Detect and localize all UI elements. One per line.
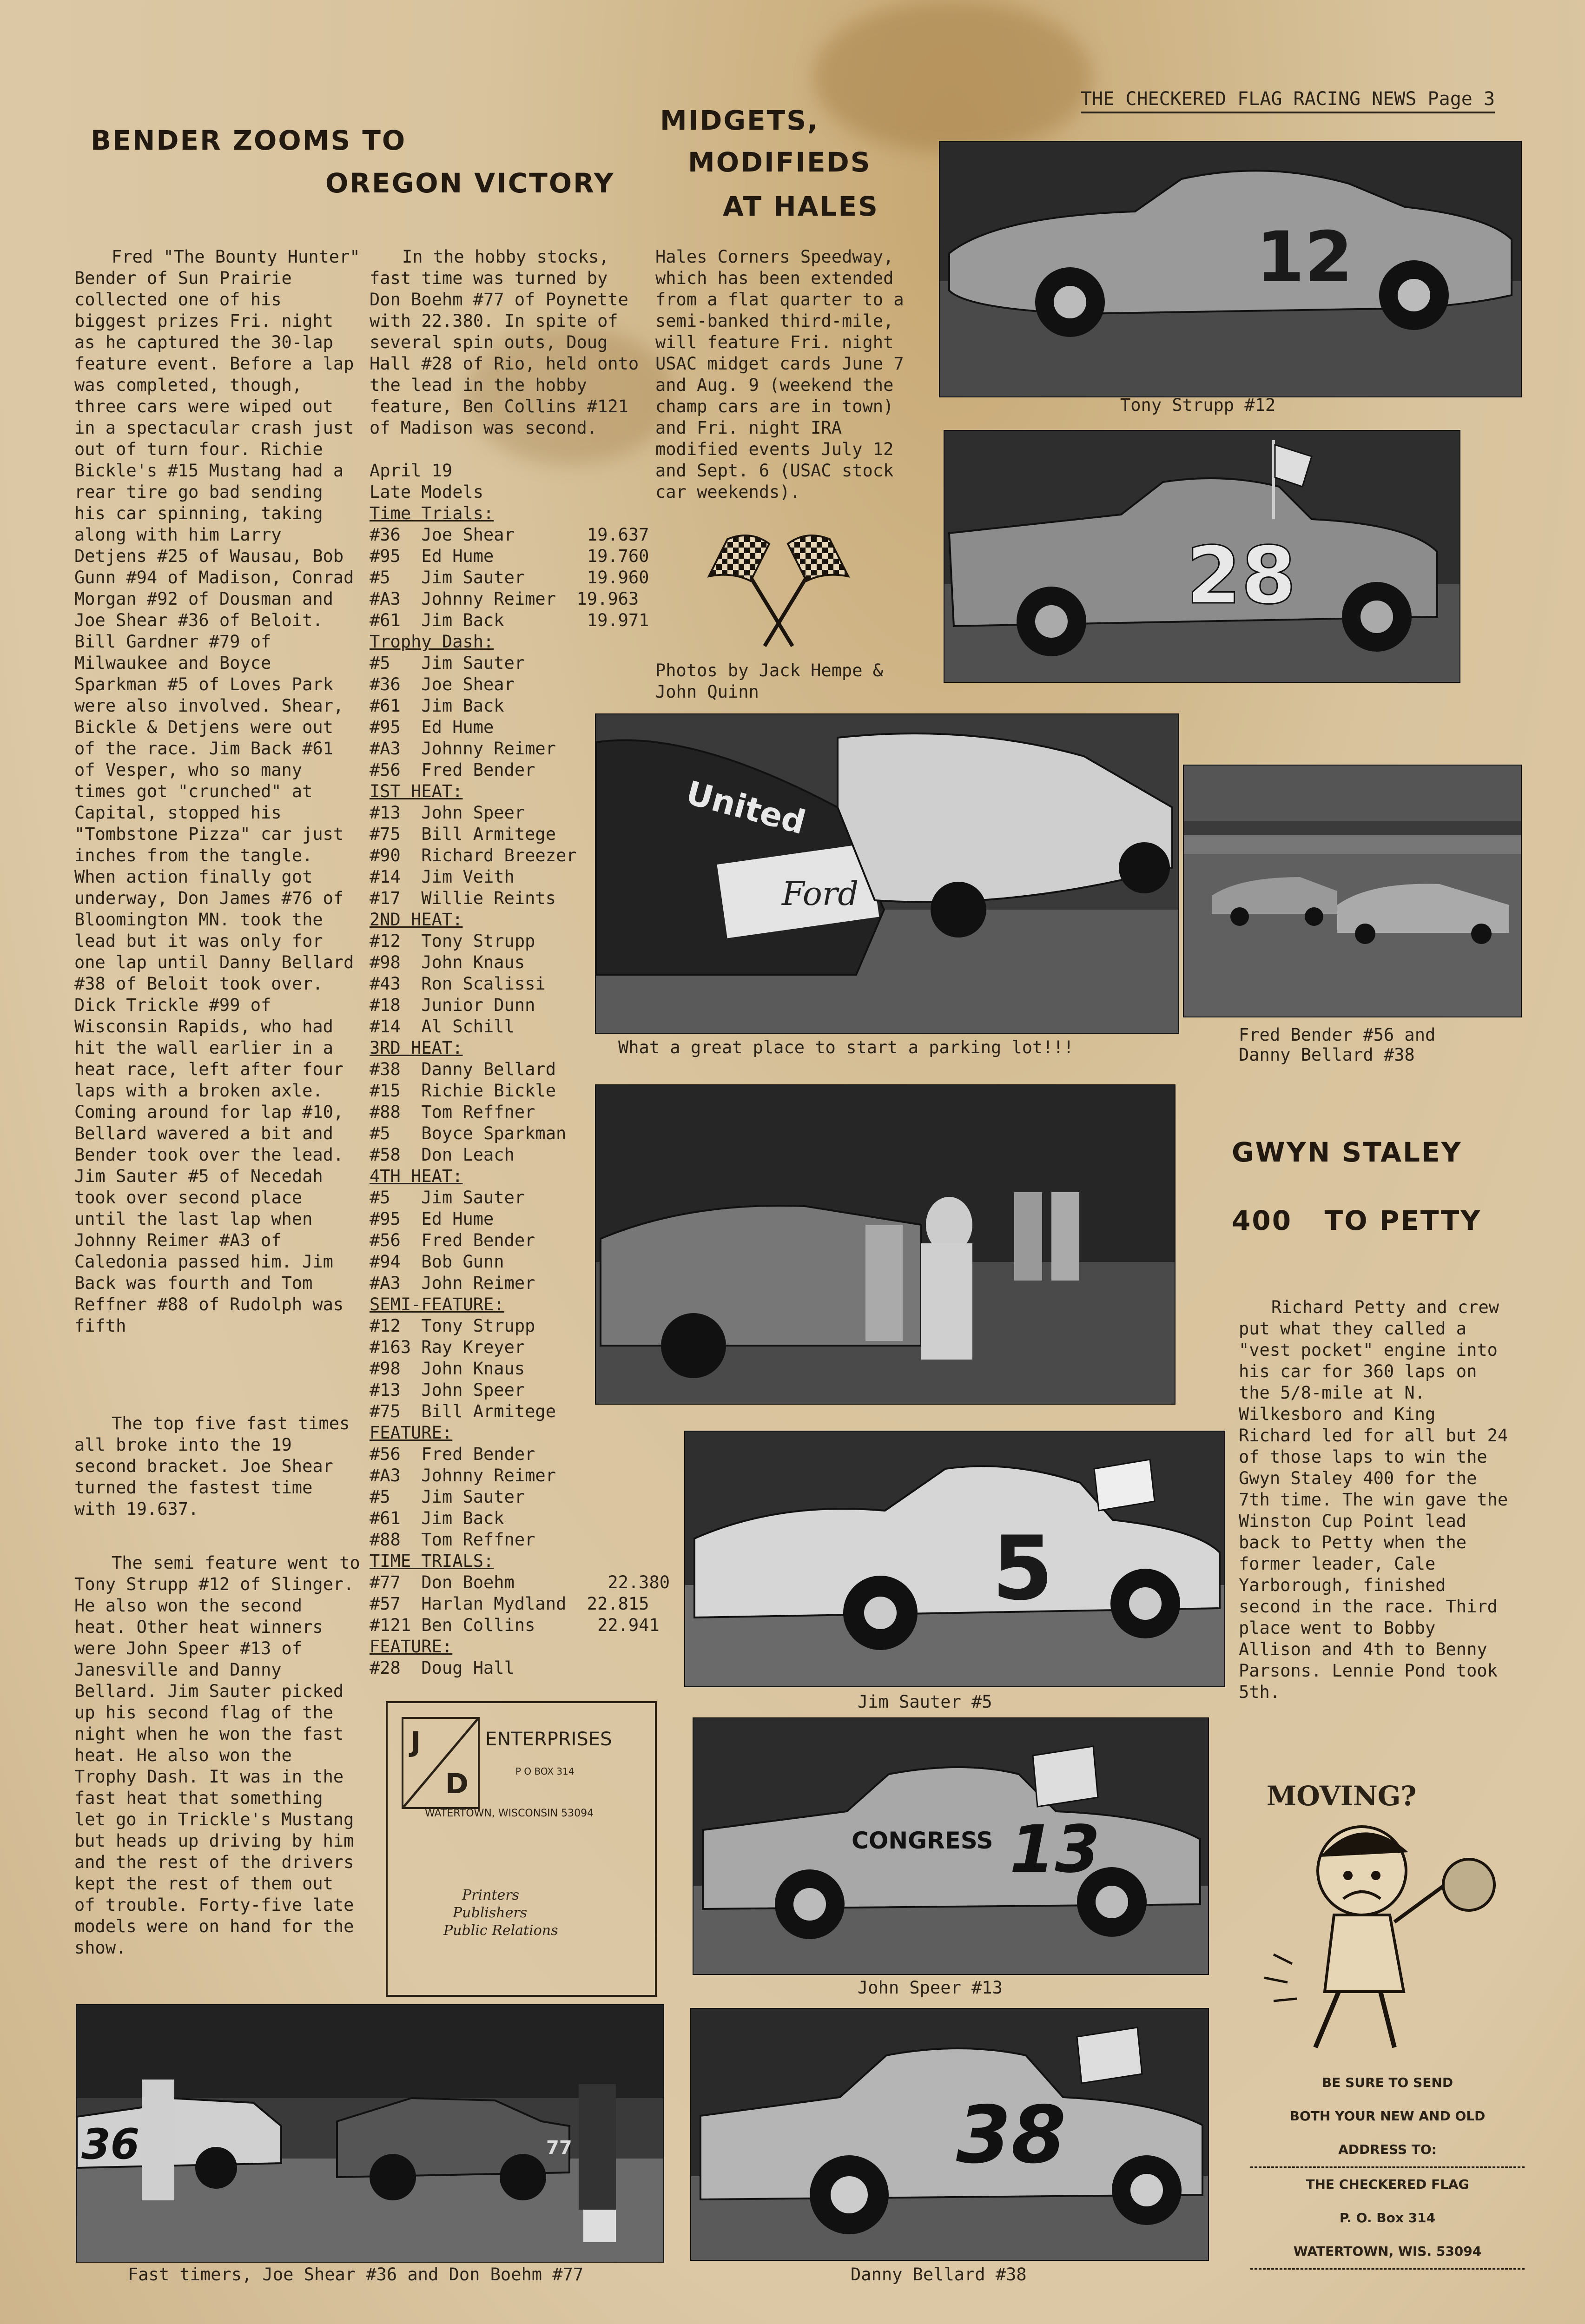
photo-fast-timers	[76, 2004, 664, 2263]
results-entry: #A3 Johnny Reimer	[370, 739, 556, 759]
caption-tony-strupp: Tony Strupp #12	[1120, 395, 1276, 415]
results-entry: #88 Tom Reffner	[370, 1530, 535, 1550]
photo-car-28	[944, 430, 1460, 683]
results-entry: #121 Ben Collins 22.941	[370, 1615, 660, 1635]
moving-line3: ADDRESS TO:	[1338, 2142, 1437, 2157]
headline-bender-line2: OREGON VICTORY	[325, 167, 615, 199]
results-entry: #61 Jim Back	[370, 1508, 504, 1528]
caption-john-speer: John Speer #13	[858, 1978, 1003, 1998]
results-entry: #15 Richie Bickle	[370, 1081, 556, 1101]
bender-article-para3: The semi feature went to Tony Strupp #12 of Slinger. He also won the second heat. Other heat winners were John Speer #13 of Janesville and Danny Bellard. Jim Sauter picked up his second flag of the night when he won the fast heat. He also won the Trophy Dash. It was in the fast heat that something let go in Trickle's Mustang but heads up driving by him and the rest of the drivers kept the rest of them out of trouble. Forty-five late models were on hand for the show.	[74, 1553, 360, 1958]
car-sponsor-congress: CONGRESS	[852, 1827, 993, 1854]
results-entry: #A3 Johnny Reimer	[370, 1466, 556, 1486]
results-section-heading: 2ND HEAT:	[370, 910, 463, 930]
headline-staley-line2: 400 TO PETTY	[1232, 1205, 1482, 1236]
moving-ad-text	[1250, 2066, 1525, 2270]
results-section-heading: TIME TRIALS:	[370, 1551, 494, 1571]
results-entry: #36 Joe Shear 19.637	[370, 525, 649, 545]
checkered-flags-icon	[700, 525, 858, 651]
jd-enterprises-ad	[386, 1701, 657, 1997]
caption-bender-bellard: Fred Bender #56 and Danny Bellard #38	[1239, 1025, 1436, 1065]
results-entry: #56 Fred Bender	[370, 1444, 535, 1464]
results-section-heading: FEATURE:	[370, 1637, 453, 1657]
car-number-13: 13	[1010, 1812, 1100, 1888]
results-entry: #5 Jim Sauter	[370, 653, 525, 673]
results-entry: #5 Jim Sauter	[370, 1188, 525, 1208]
results-entry: #43 Ron Scalissi	[370, 974, 546, 994]
ad-city: WATERTOWN, WISCONSIN 53094	[425, 1808, 594, 1819]
ad-tagline	[434, 1887, 558, 1940]
results-entry: #94 Bob Gunn	[370, 1252, 504, 1272]
masthead: THE CHECKERED FLAG RACING NEWS Page 3	[1081, 88, 1495, 113]
results-entry: #75 Bill Armitege	[370, 1401, 556, 1421]
race-results-list	[370, 460, 670, 1679]
results-section-heading: SEMI-FEATURE:	[370, 1294, 504, 1314]
ad-company-name: ENTERPRISES	[485, 1729, 612, 1750]
car-number-28: 28	[1186, 530, 1296, 622]
results-entry: #13 John Speer	[370, 803, 525, 823]
moving-line6: WATERTOWN, WIS. 53094	[1250, 2235, 1525, 2270]
results-entry: #18 Junior Dunn	[370, 995, 535, 1015]
results-section-heading: 3RD HEAT:	[370, 1038, 463, 1058]
results-entry: #A3 John Reimer	[370, 1273, 535, 1293]
results-entry: #95 Ed Hume	[370, 1209, 494, 1229]
car-number-38: 38	[956, 2089, 1066, 2181]
moving-line5: P. O. Box 314	[1339, 2210, 1436, 2225]
results-section-heading: IST HEAT:	[370, 781, 463, 801]
car-number-12: 12	[1256, 217, 1353, 298]
results-entry: #12 Tony Strupp	[370, 1316, 535, 1336]
ad-tagline-printers: Printers	[462, 1887, 519, 1903]
results-section-heading: FEATURE:	[370, 1423, 453, 1443]
photo-danny-bellard-38	[690, 2008, 1209, 2261]
photo-pit-crowd	[595, 1084, 1176, 1405]
results-entry: #88 Tom Reffner	[370, 1102, 535, 1122]
photo-credit: Photos by Jack Hempe & John Quinn	[655, 660, 884, 702]
results-entry: #36 Joe Shear	[370, 674, 515, 694]
results-entry: #5 Jim Sauter 19.960	[370, 568, 649, 588]
hobby-stocks-paragraph: In the hobby stocks, fast time was turned by Don Boehm #77 of Poynette with 22.380. In spite of several spin outs, Doug Hall #28 of Rio, held onto the lead in the hobby feature, Ben Collins #121 of Madison was second.	[370, 247, 639, 438]
bender-article-para2: The top five fast times all broke into the 19 second bracket. Joe Shear turned the fastest time with 19.637.	[74, 1413, 350, 1519]
results-entry: #95 Ed Hume 19.760	[370, 546, 649, 566]
caption-crash: What a great place to start a parking lot!!!	[618, 1037, 1074, 1057]
logo-letter-j: J	[410, 1726, 421, 1758]
photo-john-speer-13	[693, 1717, 1209, 1975]
results-entry: #61 Jim Back	[370, 696, 504, 716]
moving-ad-title: MOVING?	[1267, 1780, 1417, 1812]
results-section-heading: 4TH HEAT:	[370, 1166, 463, 1186]
headline-midgets-line1: MIDGETS,	[660, 105, 819, 136]
results-entry: #95 Ed Hume	[370, 717, 494, 737]
logo-letter-d: D	[445, 1768, 469, 1800]
staley-article: Richard Petty and crew put what they called a "vest pocket" engine into his car for 360 laps on the 5/8-mile at N. Wilkesboro and King Richard led for all but 24 of those laps to win the Gwyn Staley 400 for the 7th time. The win gave the Winston Cup Point lead back to Petty when the former leader, Cale Yarborough, finished second in the race. Third place went to Bobby Allison and 4th to Benny Parsons. Lennie Pond took 5th.	[1239, 1297, 1508, 1702]
results-entry: #56 Fred Bender	[370, 760, 535, 780]
results-entry: #38 Danny Bellard	[370, 1059, 556, 1079]
headline-midgets-line3: AT HALES	[723, 191, 879, 222]
results-entry: #90 Richard Breezer	[370, 845, 577, 865]
headline-midgets-line2: MODIFIEDS	[688, 146, 872, 178]
photo-bender-bellard	[1183, 765, 1522, 1017]
results-entry: #13 John Speer	[370, 1380, 525, 1400]
results-entry: #61 Jim Back 19.971	[370, 610, 649, 630]
caption-danny-bellard: Danny Bellard #38	[851, 2265, 1027, 2284]
ad-tagline-publishers: Publishers	[453, 1905, 528, 1921]
results-entry: April 19	[370, 461, 453, 481]
results-entry: #14 Jim Veith	[370, 867, 515, 887]
results-entry: Late Models	[370, 482, 484, 502]
photo-crash-parking-lot	[595, 713, 1179, 1034]
crash-car-badge: Ford	[782, 875, 859, 913]
car-number-5: 5	[992, 1517, 1054, 1620]
jd-logo	[402, 1717, 480, 1809]
crash-car-lettering: United	[682, 773, 810, 842]
results-entry: #5 Boyce Sparkman	[370, 1123, 567, 1143]
photo-jim-sauter-5	[684, 1431, 1225, 1687]
results-entry: #12 Tony Strupp	[370, 931, 535, 951]
results-entry: #98 John Knaus	[370, 952, 525, 972]
moving-line4: THE CHECKERED FLAG	[1250, 2166, 1525, 2201]
results-entry: #5 Jim Sauter	[370, 1487, 525, 1507]
results-entry: #98 John Knaus	[370, 1359, 525, 1379]
headline-bender-line1: BENDER ZOOMS TO	[91, 125, 407, 156]
results-entry: #28 Doug Hall	[370, 1658, 515, 1678]
caption-jim-sauter: Jim Sauter #5	[858, 1692, 992, 1712]
ad-po-box: P O BOX 314	[515, 1766, 575, 1777]
results-entry: #17 Willie Reints	[370, 888, 556, 908]
bender-article-para1: Fred "The Bounty Hunter" Bender of Sun Prairie collected one of his biggest prizes Fri. night as he captured the 30-lap feature event. Before a lap was completed, though, three cars were wiped out in a spectacular crash just out of turn four. Richie Bickle's #15 Mustang had a rear tire go bad sending his car spinning, taking along with him Larry Detjens #25 of Wausau, Bob Gunn #94 of Madison, Conrad Morgan #92 of Dousman and Joe Shear #36 of Beloit. Bill Gardner #79 of Milwaukee and Boyce Sparkman #5 of Loves Park were also involved. Shear, Bickle & Detjens were out of the race. Jim Back #61 of Vesper, who so many times got "crunched" at Capital, stopped his "Tombstone Pizza" car just inches from the tangle. When action finally got underway, Don James #76 of Bloomington MN. took the lead but it was only for one lap until Danny Bellard #38 of Beloit took over. Dick Trickle #99 of Wisconsin Rapids, who had hit the wall earlier in a heat race, left after four laps with a broken axle. Coming around for lap #10, Bellard wavered a bit and Bender took over the lead. Jim Sauter #5 of Necedah took over second place until the last lap when Johnny Reimer #A3 of Caledonia passed him. Jim Back was fourth and Tom Reffner #88 of Rudolph was fifth	[74, 247, 360, 1336]
results-entry: #75 Bill Armitege	[370, 824, 556, 844]
water-stain	[813, 0, 1092, 153]
results-entry: #14 Al Schill	[370, 1017, 515, 1037]
results-section-heading: Trophy Dash:	[370, 632, 494, 652]
results-entry: #163 Ray Kreyer	[370, 1337, 525, 1357]
caption-fast-timers: Fast timers, Joe Shear #36 and Don Boehm #77	[128, 2265, 584, 2284]
midgets-article: Hales Corners Speedway, which has been extended from a flat quarter to a semi-banked third-mile, will feature Fri. night USAC midget cards June 7 and Aug. 9 (weekend the champ cars are in town) and Fri. night IRA modified events July 12 and Sept. 6 (USAC stock car weekends).	[655, 247, 904, 502]
moving-cartoon-icon	[1255, 1815, 1515, 2066]
car-number-36: 36	[81, 2120, 140, 2169]
car-number-77: 77	[546, 2137, 572, 2159]
results-entry: #A3 Johnny Reimer 19.963	[370, 589, 639, 609]
results-entry: #58 Don Leach	[370, 1145, 515, 1165]
moving-line2: BOTH YOUR NEW AND OLD	[1289, 2108, 1486, 2124]
moving-line1: BE SURE TO SEND	[1321, 2075, 1453, 2090]
photo-tony-strupp-12	[939, 141, 1522, 397]
headline-staley-line1: GWYN STALEY	[1232, 1136, 1462, 1168]
ad-tagline-pr: Public Relations	[443, 1922, 558, 1939]
results-entry: #56 Fred Bender	[370, 1230, 535, 1250]
results-section-heading: Time Trials:	[370, 503, 494, 523]
results-entry: #57 Harlan Mydland 22.815	[370, 1594, 649, 1614]
results-entry: #77 Don Boehm 22.380	[370, 1572, 670, 1592]
